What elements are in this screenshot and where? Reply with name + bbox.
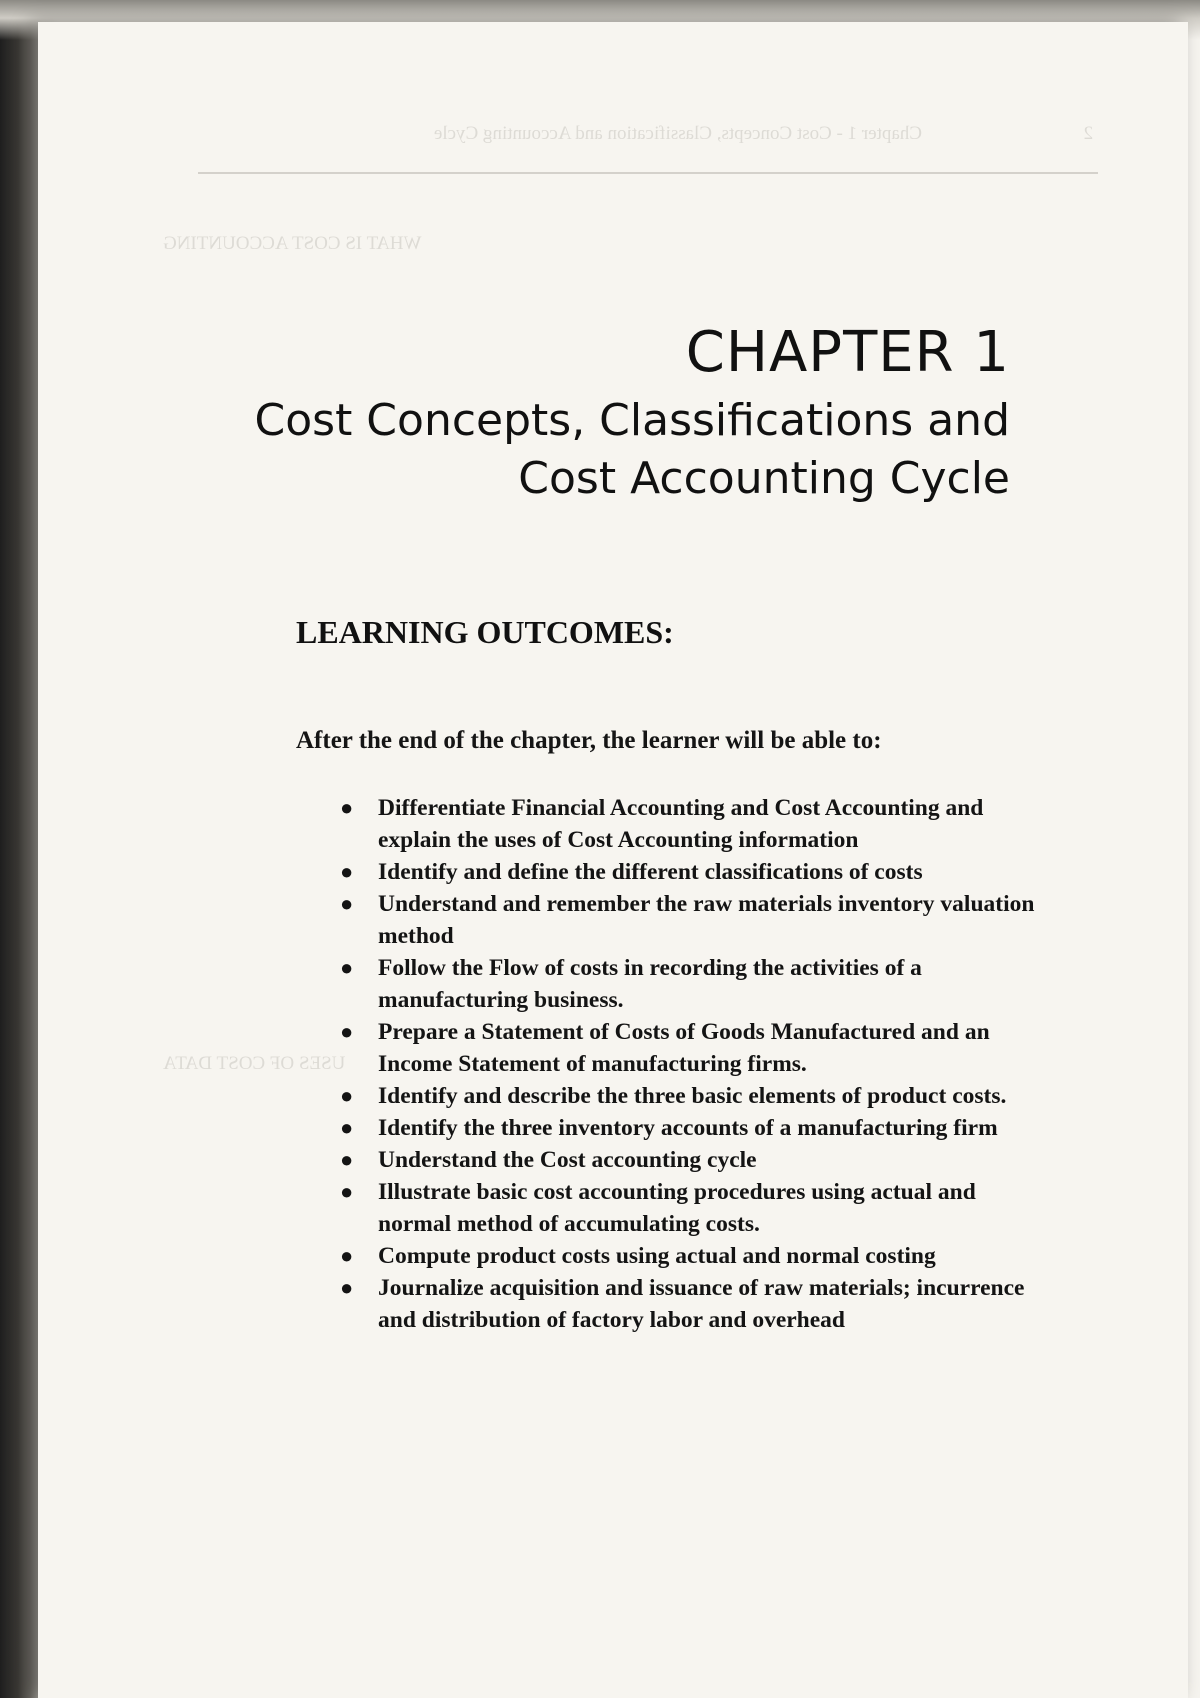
bullet-icon: ● xyxy=(340,1243,354,1268)
list-item-text: Understand the Cost accounting cycle xyxy=(378,1147,757,1173)
list-item-text: Identify and describe the three basic elements of product costs. xyxy=(378,1083,1007,1109)
bullet-icon: ● xyxy=(340,1019,354,1044)
chapter-title-line-1: Cost Concepts, Classifications and xyxy=(254,395,1010,446)
list-item xyxy=(334,856,1054,888)
learning-outcomes-intro: After the end of the chapter, the learner will be able to: xyxy=(296,727,882,754)
list-item xyxy=(334,1080,1054,1112)
list-item xyxy=(334,1240,1054,1272)
list-item xyxy=(334,792,1054,856)
bullet-icon: ● xyxy=(340,955,354,980)
bullet-icon: ● xyxy=(340,1115,354,1140)
list-item xyxy=(334,1272,1054,1336)
bullet-icon: ● xyxy=(340,795,354,820)
learning-outcomes-list xyxy=(334,792,1054,1336)
list-item-text: Follow the Flow of costs in recording the activities of a manufacturing business. xyxy=(378,955,922,1013)
bleed-through-header xyxy=(163,122,1093,146)
chapter-title xyxy=(190,392,1010,508)
bullet-icon: ● xyxy=(340,1083,354,1108)
bullet-icon: ● xyxy=(340,1275,354,1300)
bullet-icon: ● xyxy=(340,891,354,916)
bleed-section-1-text: WHAT IS COST ACCOUNTING xyxy=(163,233,422,254)
book-page xyxy=(38,22,1188,1698)
bleed-running-header: Chapter 1 - Cost Concepts, Classification and Accounting Cycle xyxy=(433,123,922,144)
bleed-header-rule xyxy=(198,172,1098,174)
bullet-icon: ● xyxy=(340,1147,354,1172)
list-item-text: Compute product costs using actual and normal costing xyxy=(378,1243,936,1269)
list-item xyxy=(334,1176,1054,1240)
list-item-text: Differentiate Financial Accounting and Cost Accounting and explain the uses of Cost Accounting information xyxy=(378,795,984,853)
list-item xyxy=(334,1016,1054,1080)
list-item-text: Identify the three inventory accounts of a manufacturing firm xyxy=(378,1115,998,1141)
chapter-title-line-2: Cost Accounting Cycle xyxy=(518,453,1010,504)
list-item-text: Understand and remember the raw materials inventory valuation method xyxy=(378,891,1035,949)
list-item-text: Identify and define the different classifications of costs xyxy=(378,859,923,885)
list-item xyxy=(334,1144,1054,1176)
chapter-number: CHAPTER 1 xyxy=(685,320,1010,385)
list-item-text: Prepare a Statement of Costs of Goods Manufactured and an Income Statement of manufacturing firms. xyxy=(378,1019,990,1077)
list-item-text: Illustrate basic cost accounting procedures using actual and normal method of accumulating costs. xyxy=(378,1179,976,1237)
list-item xyxy=(334,1112,1054,1144)
learning-outcomes-heading: LEARNING OUTCOMES: xyxy=(296,614,674,650)
list-item xyxy=(334,952,1054,1016)
bullet-icon: ● xyxy=(340,859,354,884)
list-item xyxy=(334,888,1054,952)
list-item-text: Journalize acquisition and issuance of raw materials; incurrence and distribution of factory labor and overhead xyxy=(378,1275,1025,1333)
bleed-section-2-text: USES OF COST DATA xyxy=(163,1053,346,1074)
bleed-section-1 xyxy=(163,232,1093,256)
bullet-icon: ● xyxy=(340,1179,354,1204)
bleed-page-number: 2 xyxy=(1083,123,1093,144)
